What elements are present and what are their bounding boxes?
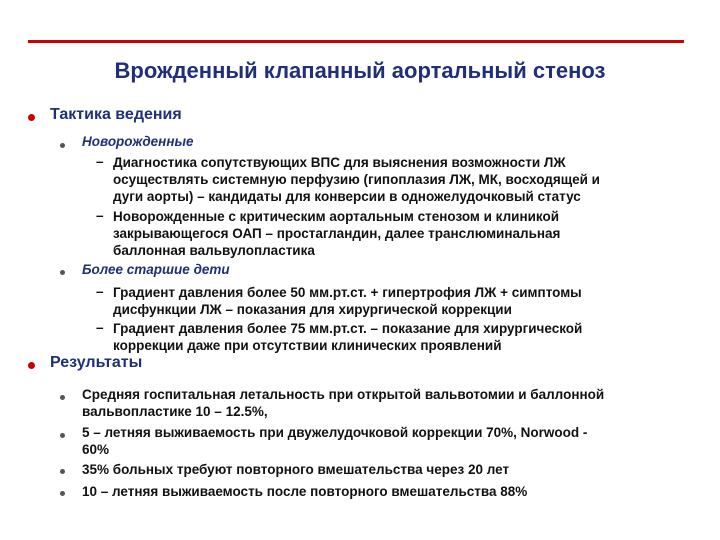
group-bullet: [60, 143, 65, 148]
group-bullet: [60, 270, 65, 275]
top-accent-line: [28, 40, 684, 43]
dash-marker: –: [96, 154, 104, 169]
result-line: вальвопластике 10 – 12.5%,: [82, 404, 268, 419]
dash-marker: –: [96, 208, 104, 223]
dash-marker: –: [96, 284, 104, 299]
result-line: 10 – летняя выживаемость после повторного вмешательства 88%: [82, 484, 528, 499]
item-bullet: [60, 395, 65, 400]
item-line: Диагностика сопутствующих ВПС для выяснения возможности ЛЖ: [113, 155, 566, 170]
item-line: Новорожденные с критическим аортальным стенозом и клиникой: [113, 209, 560, 224]
result-line: 5 – летняя выживаемость при двужелудочковой коррекции 70%, Norwood -: [82, 425, 588, 440]
slide-title: Врожденный клапанный аортальный стеноз: [114, 58, 606, 83]
group-label-newborns: Новорожденные: [82, 134, 194, 149]
result-line: Средняя госпитальная летальность при открытой вальвотомии и баллонной: [82, 387, 605, 402]
item-line: осуществлять системную перфузию (гипоплазия ЛЖ, МК, восходящей и: [113, 172, 600, 187]
section-heading-management: Тактика ведения: [50, 106, 182, 123]
item-line: коррекции даже при отсутствии клинических проявлений: [113, 338, 502, 353]
item-bullet: [60, 469, 65, 474]
item-line: Градиент давления более 75 мм.рт.ст. – показание для хирургической: [113, 321, 583, 336]
section-bullet: [28, 114, 35, 121]
section-heading-results: Результаты: [50, 354, 143, 371]
item-bullet: [60, 433, 65, 438]
item-bullet: [60, 491, 65, 496]
item-line: дисфункции ЛЖ – показания для хирургической коррекции: [113, 302, 512, 317]
result-line: 35% больных требуют повторного вмешательства через 20 лет: [82, 462, 510, 477]
item-line: дуги аорты) – кандидаты для конверсии в одножелудочковый статус: [113, 189, 581, 204]
item-line: Градиент давления более 50 мм.рт.ст. + гипертрофия ЛЖ + симптомы: [113, 285, 582, 300]
item-line: баллонная вальвулопластика: [113, 243, 315, 258]
section-bullet: [28, 362, 35, 369]
item-line: закрывающегося ОАП – простагландин, далее транслюминальная: [113, 226, 561, 241]
result-line: 60%: [82, 442, 110, 457]
dash-marker: –: [96, 320, 104, 335]
group-label-older-children: Более старшие дети: [82, 262, 230, 277]
